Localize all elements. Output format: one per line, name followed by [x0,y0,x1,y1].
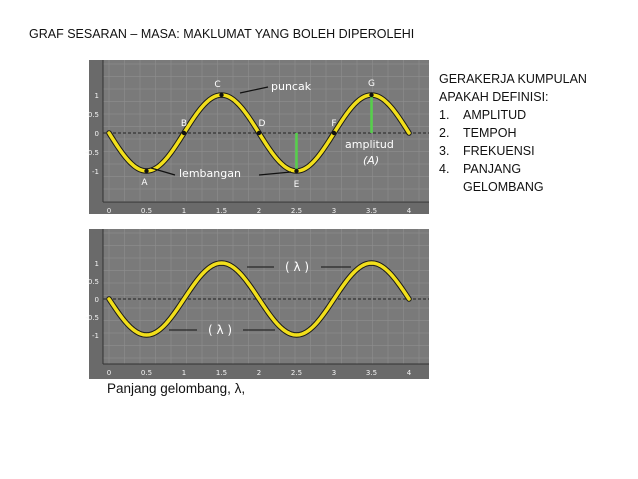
wave-point [144,169,148,173]
wave-point [294,169,298,173]
x-tick-label: 3 [331,207,337,215]
x-tick-label: 0 [106,369,112,377]
y-tick-label: -0.5 [85,314,99,322]
x-tick-label: 1 [181,207,187,215]
point-label: C [214,80,221,90]
x-tick-label: 0.5 [140,207,153,215]
y-tick-label: 0 [94,296,99,304]
x-tick-label: 4 [406,369,412,377]
task-item-text: TEMPOH [463,126,517,140]
wavelength-label-bottom: ( λ ) [207,323,233,337]
task-header-2: APAKAH DEFINISI: [439,90,549,104]
point-label: E [293,180,300,190]
task-item-number: 4. [439,162,450,176]
task-items [439,106,587,196]
x-tick-label: 1 [181,369,187,377]
slide-title: GRAF SESARAN – MASA: MAKLUMAT YANG BOLEH DIPEROLEHI [29,27,415,41]
x-tick-label: 2.5 [290,369,303,377]
x-tick-label: 3.5 [365,207,378,215]
amplitude-annotation: amplitud [345,138,394,151]
point-label: D [258,119,266,129]
x-tick-label: 2.5 [290,207,303,215]
x-tick-label: 2 [256,369,262,377]
x-tick-label: 0.5 [140,369,153,377]
wavelength-caption: Panjang gelombang, λ, [107,381,246,396]
task-item [439,160,587,196]
wave-point [257,131,261,135]
wave-point [332,131,336,135]
y-tick-label: -1 [92,332,99,340]
wave-point [182,131,186,135]
y-tick-label: 1 [94,260,99,268]
x-tick-label: 3 [331,369,337,377]
wavelength-label-top: ( λ ) [284,260,310,274]
x-tick-label: 1.5 [215,207,228,215]
task-item-text: PANJANG GELOMBANG [463,162,544,194]
point-label: G [368,79,375,89]
x-tick-label: 1.5 [215,369,228,377]
task-item-text: FREKUENSI [463,144,535,158]
y-tick-label: 1 [94,92,99,100]
point-label: B [180,119,188,129]
y-axis-panel [89,229,103,379]
wave-point [369,93,373,97]
wave-point [219,93,223,97]
peak-annotation: puncak [271,80,312,93]
y-tick-label: 0 [94,130,99,138]
task-item-text: AMPLITUD [463,108,527,122]
y-tick-label: -1 [92,168,99,176]
x-tick-label: 0 [106,207,112,215]
group-task-list [439,70,587,196]
y-tick-label: 0.5 [87,278,99,286]
point-label: F [331,119,337,129]
displacement-time-chart-labeled [85,60,429,215]
x-tick-label: 4 [406,207,412,215]
task-item-number: 2. [439,126,450,140]
task-item-number: 1. [439,108,450,122]
task-item [439,106,587,124]
task-item [439,124,587,142]
x-tick-label: 3.5 [365,369,378,377]
x-tick-label: 2 [256,207,262,215]
task-header-1: GERAKERJA KUMPULAN [439,72,587,86]
amplitude-symbol: (A) [363,154,380,167]
displacement-time-chart-wavelength [85,229,429,379]
task-item [439,142,587,160]
y-tick-label: -0.5 [85,149,99,157]
y-tick-label: 0.5 [87,111,99,119]
trough-annotation: lembangan [179,167,241,180]
point-label: A [141,178,148,188]
task-item-number: 3. [439,144,450,158]
